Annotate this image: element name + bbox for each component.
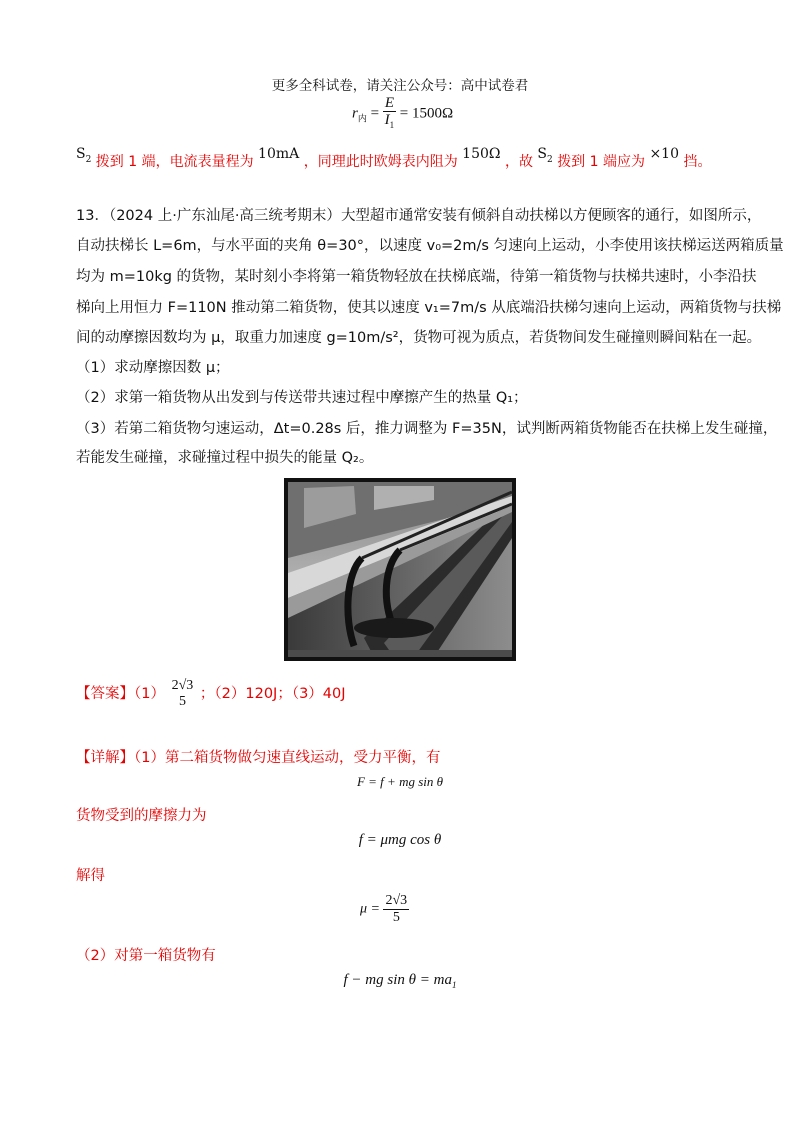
question-13-line-1: 13．（2024 上·广东汕尾·高三统考期末）大型超市通常安装有倾斜自动扶梯以方便顾客的通行，如图所示，	[76, 208, 762, 224]
escalator-photo	[284, 478, 516, 661]
s2-conclusion-line: $S_2$ 拨到 1 端，电流表量程为 10mA ，同理此时欧姆表内阻为 150Ω ，故 $S_2$ 拨到 1 端应为 ×10 挡。	[76, 146, 712, 170]
detail-label: 【详解】	[76, 750, 134, 766]
question-part-3-cont: 若能发生碰撞，求碰撞过程中损失的能量 Q₂。	[76, 450, 374, 466]
s2-label: S	[76, 146, 86, 162]
answer-line: 【答案】（1） 2√3 5 ；（2）120J；（3）40J	[76, 678, 346, 709]
top-formula: $r_内$ = $\frac{E}{I_1}$ = 1500Ω	[352, 95, 454, 130]
question-13-line-3: 均为 m=10kg 的货物，某时刻小李将第一箱货物轻放在扶梯底端，待第一箱货物与扶梯共速时，小李沿扶	[76, 269, 757, 285]
equation-2: f = μmg cos θ	[358, 832, 442, 848]
page-header: 更多全科试卷，请关注公众号：高中试卷君	[271, 78, 529, 94]
question-part-1: （1）求动摩擦因数 μ；	[76, 360, 230, 376]
question-13-line-5: 间的动摩擦因数均为 μ，取重力加速度 g=10m/s²，货物可视为质点，若货物间发生碰撞则瞬间粘在一起。	[76, 330, 762, 346]
equation-4: f − mg $\sin \theta = ma_1$	[343, 972, 457, 990]
friction-text: 货物受到的摩擦力为	[76, 808, 207, 824]
answer-fraction: 2√3 5	[171, 678, 194, 709]
question-13-line-4: 梯向上用恒力 F=110N 推动第二箱货物，使其以速度 v₁=7m/s 从底端沿扶梯匀速向上运动，两箱货物与扶梯	[76, 300, 782, 316]
answer-label: 【答案】	[76, 686, 134, 702]
part2-text: （2）对第一箱货物有	[76, 948, 216, 964]
solve-text: 解得	[76, 868, 105, 884]
equation-3: μ = $\frac{2√3}{5}$	[360, 893, 408, 925]
detail-intro: 【详解】（1）第二箱货物做匀速直线运动，受力平衡，有	[76, 750, 441, 766]
equation-1: F = f + mg sin θ	[356, 774, 444, 789]
question-part-3: （3）若第二箱货物匀速运动，Δt=0.28s 后，推力调整为 F=35N，试判断两箱货物能否在扶梯上发生碰撞，	[76, 421, 778, 437]
question-part-2: （2）求第一箱货物从出发到与传送带共速过程中摩擦产生的热量 Q₁；	[76, 390, 528, 406]
question-13-line-2: 自动扶梯长 L=6m，与水平面的夹角 θ=30°，以速度 v₀=2m/s 匀速向上运动，小李使用该扶梯运送两箱质量	[76, 238, 784, 254]
